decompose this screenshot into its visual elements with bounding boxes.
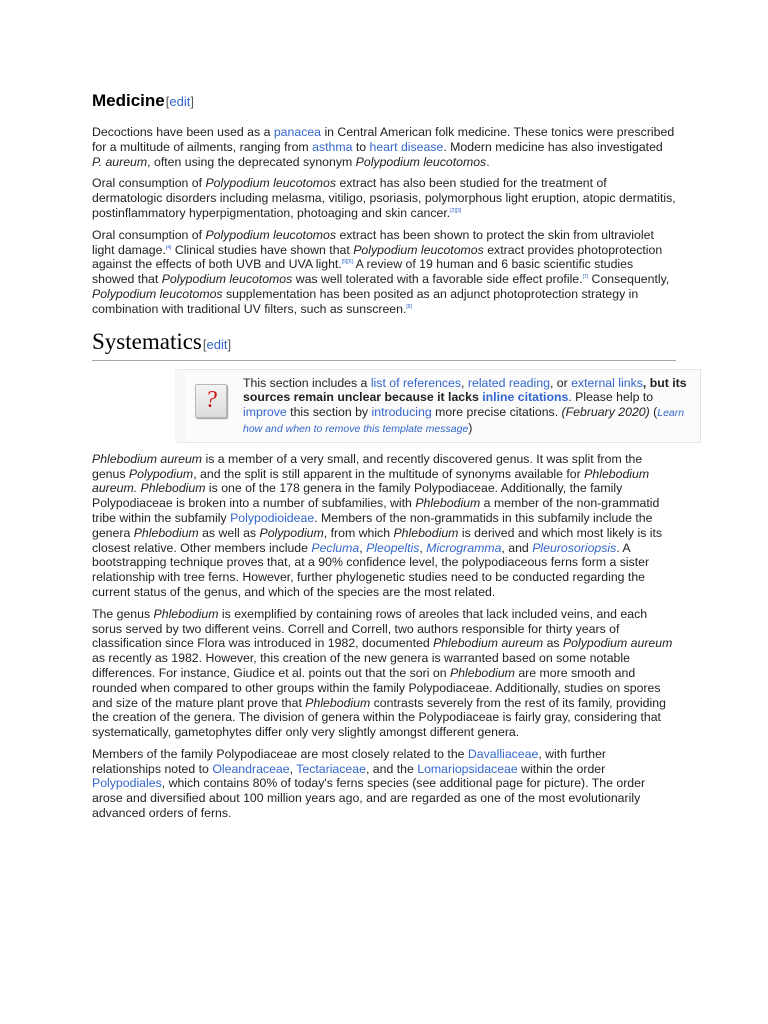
link-panacea[interactable]: panacea — [273, 125, 322, 139]
link-polypodioideae[interactable]: Polypodioideae — [230, 510, 315, 525]
link-oleandraceae[interactable]: Oleandraceae — [212, 761, 290, 776]
link-pleurosoriopsis[interactable]: Pleurosoriopsis — [532, 540, 617, 555]
link-davalliaceae[interactable]: Davalliaceae — [467, 746, 539, 761]
medicine-heading — [92, 90, 676, 113]
link-pecluma[interactable]: Pecluma — [311, 540, 360, 555]
link-list-of-references[interactable]: list of references — [370, 375, 462, 390]
link-asthma[interactable]: asthma — [312, 139, 353, 154]
citation-ref[interactable]: [2][3] — [450, 207, 462, 214]
citation-ref[interactable]: [8] — [406, 303, 412, 310]
medicine-heading-text: Medicine — [92, 91, 165, 110]
article-content — [92, 90, 687, 828]
medicine-edit-section: [edit] — [165, 94, 194, 109]
citation-notice-text: This section includes a list of references, related reading, or external links, but its sources remain unclear because it lacks inline citations. Please help to improve this section by introducing more precise citations. (February 2020) (Learn how and when to remove this template message) — [243, 375, 687, 435]
citation-notice-box — [175, 369, 701, 443]
link-polypodiales[interactable]: Polypodiales — [92, 776, 162, 791]
systematics-edit-section: [edit] — [202, 336, 232, 352]
link-lomariopsidaceae[interactable]: Lomariopsidaceae — [417, 761, 518, 776]
systematics-paragraph-3: Members of the family Polypodiaceae are most closely related to the Davalliaceae, with further relationships noted to Oleandraceae, Tectariaceae, and the Lomariopsidaceae within the order Polypodiales, which contains 80% of today's ferns species (see additional page for picture). The order arose and diversified about 100 million years ago, and are regarded as one of the most evolutionarily advanced orders of ferns. — [92, 746, 646, 821]
link-inline-citations[interactable]: inline citations — [482, 390, 569, 405]
systematics-edit-link[interactable]: edit — [206, 336, 228, 352]
systematics-paragraph-2: The genus Phlebodium is exemplified by containing rows of areoles that lack included veins, and each sorus served by two different veins. Correll and Correll, two authors responsible for thirty years of classification since Flora was introduced in 1982, documented Phlebodium aureum as Polypodium aureum as recently as 1982. However, this creation of the new genera is warranted based on some notable differences. For instance, Giudice et al. points out that the sori on Phlebodium are more smooth and rounded when compared to other groups within the family Polypodiaceae. Additionally, studies on spores and size of the mature plant prove that Phlebodium contrasts severely from the rest of its family, providing the creation of the genera. The division of genera within the Polypodiaceae is fairly gray, considering that systematically, gametophytes differ only very slightly amongst different genera. — [92, 606, 673, 740]
link-improve[interactable]: improve — [243, 405, 287, 420]
question-mark-icon: ? — [195, 384, 227, 418]
medicine-paragraph-1: Decoctions have been used as a panacea in Central American folk medicine. These tonics were prescribed for a multitude of ailments, ranging from asthma to heart disease. Modern medicine has also investigated P. aureum, often using the deprecated synonym Polypodium leucotomos. — [92, 125, 675, 169]
systematics-paragraph-1: Phlebodium aureum is a member of a very small, and recently discovered genus. It was split from the genus Polypodium, and the split is still apparent in the multitude of synonyms available for Phlebodium aureum. Phlebodium is one of the 178 genera in the family Polypodiaceae. Additionally, the family Polypodiaceae is broken into a number of subfamilies, with Phlebodium a member of the non-grammatid tribe within the subfamily Polypodioideae. Members of the non-grammatids in this subfamily include the genera Phlebodium as well as Polypodium, from which Phlebodium is derived and which most likely is its closest relative. Other members include Pecluma, Pleopeltis, Microgramma, and Pleurosoriopsis. A bootstrapping technique proves that, at a 90% confidence level, the polypodiaceous ferns form a sister relationship with tree ferns. However, further phylogenetic studies need to be conducted regarding the current status of the genus, and which of the species are the most related. — [92, 451, 663, 599]
citation-ref[interactable]: [5][6] — [341, 259, 353, 266]
medicine-edit-link[interactable]: edit — [169, 94, 191, 109]
medicine-paragraph-2: Oral consumption of Polypodium leucotomos extract has also been studied for the treatment of dermatologic disorders including melasma, vitiligo, psoriasis, polymorphous light eruption, atopic dermatitis, postinflammatory hyperpigmentation, photoaging and skin cancer.[2][3] — [92, 176, 676, 220]
link-heart-disease[interactable]: heart disease — [369, 139, 444, 154]
systematics-heading — [92, 329, 676, 361]
link-related-reading[interactable]: related reading — [467, 375, 550, 390]
link-external-links[interactable]: external links — [571, 375, 643, 390]
systematics-heading-text: Systematics — [92, 328, 202, 354]
link-tectariaceae[interactable]: Tectariaceae — [296, 761, 366, 776]
medicine-paragraph-3: Oral consumption of Polypodium leucotomos extract has been shown to protect the skin from ultraviolet light damage.[4] Clinical studies have shown that Polypodium leucotomos extract provides photoprotection against the effects of both UVB and UVA light.[5][6] A review of 19 human and 6 basic scientific studies showed that Polypodium leucotomos was well tolerated with a favorable side effect profile.[7] Consequently, Polypodium leucotomos supplementation has been posited as an adjunct photoprotection strategy in combination with traditional UV filters, such as sunscreen.[8] — [92, 227, 670, 316]
link-pleopeltis[interactable]: Pleopeltis — [366, 540, 420, 555]
citation-ref[interactable]: [4] — [165, 244, 172, 251]
link-microgramma[interactable]: Microgramma — [426, 540, 502, 555]
link-introducing[interactable]: introducing — [371, 405, 432, 420]
link-learn-how-remove-template[interactable]: Learn how and when to remove this template message — [243, 407, 685, 435]
citation-ref[interactable]: [7] — [582, 274, 589, 281]
